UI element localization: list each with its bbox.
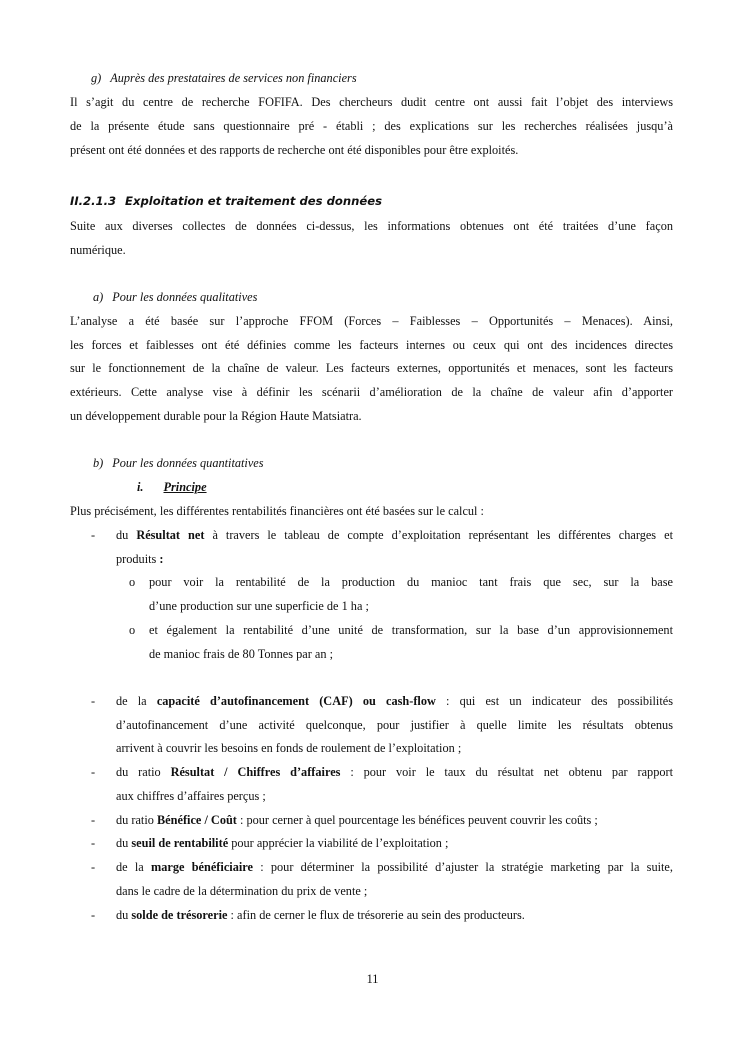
bullet-resultat-net-line-2: produits : (116, 552, 164, 566)
bullet-caf: de la capacité d’autofinancement (CAF) ou cash-flow : qui est un indicateur des possibilités (116, 694, 673, 708)
bullet-dash: - (91, 528, 96, 542)
section-a-heading (93, 289, 257, 305)
bullet-seuil: du seuil de rentabilité pour apprécier la viabilité de l’exploitation ; (116, 836, 449, 850)
page-number: 11 (366, 972, 379, 986)
sub-bullet-2-line-1: et également la rentabilité d’une unité de transformation, sur la base d’un approvisionnement (149, 623, 673, 637)
section-g-line-2: de la présente étude sans questionnaire pré - établi ; des explications sur les recherches réalisées jusqu’à (70, 119, 673, 133)
section-a-line-3: sur le fonctionnement de la chaîne de valeur. Les facteurs externes, opportunités et menaces, sont les facteurs (70, 361, 673, 375)
subsection-marker: i. (137, 480, 144, 494)
section-heading (70, 193, 382, 209)
term-seuil: seuil de rentabilité (131, 836, 229, 850)
bullet-ratio-bc: du ratio Bénéfice / Coût : pour cerner à quel pourcentage les bénéfices peuvent couvrir les coûts ; (116, 813, 598, 827)
term-solde: solde de trésorerie (131, 908, 228, 922)
subsection-title: Principe (163, 480, 207, 494)
bullet-solde: du solde de trésorerie : afin de cerner le flux de trésorerie au sein des producteurs. (116, 908, 525, 922)
bullet-resultat-net: du Résultat net à travers le tableau de compte d’exploitation représentant les différentes charges et (116, 528, 673, 542)
term-ratio-ca: Résultat / Chiffres d’affaires (170, 765, 341, 779)
sub-bullet-circle: o (129, 575, 136, 589)
sub-bullet-1-line-1: pour voir la rentabilité de la production du manioc tant frais que sec, sur la base (149, 575, 673, 589)
bullet-ratio-ca-line-2: aux chiffres d’affaires perçus ; (116, 789, 266, 803)
bullet-dash: - (91, 836, 96, 850)
sub-bullet-circle: o (129, 623, 136, 637)
section-a-line-1: L’analyse a été basée sur l’approche FFOM (Forces – Faiblesses – Opportunités – Menaces). Ainsi, (70, 314, 673, 328)
section-b-heading (93, 455, 264, 471)
bullet-marge-line-2: dans le cadre de la détermination du prix de vente ; (116, 884, 368, 898)
section-g-line-1: Il s’agit du centre de recherche FOFIFA. Des chercheurs dudit centre ont aussi fait l’objet des interviews (70, 95, 673, 109)
term-ratio-bc: Bénéfice / Coût (156, 813, 237, 827)
section-g-title: Auprès des prestataires de services non financiers (110, 71, 357, 85)
section-g-line-3: présent ont été données et des rapports de recherche ont été disponibles pour être exploités. (70, 143, 519, 157)
term-resultat-net: Résultat net (136, 528, 205, 542)
bullet-caf-line-3: arrivent à couvrir les besoins en fonds de roulement de l’exploitation ; (116, 741, 462, 755)
bullet-dash: - (91, 765, 96, 779)
section-heading-number: II.2.1.3 (70, 194, 117, 208)
term-caf: capacité d’autofinancement (CAF) ou cash-flow (156, 694, 436, 708)
sub-bullet-2-line-2: de manioc frais de 80 Tonnes par an ; (149, 647, 333, 661)
heading-line-1: Suite aux diverses collectes de données ci-dessus, les informations obtenues ont été traitées d’une façon (70, 219, 673, 233)
section-a-line-2: les forces et faiblesses ont été définies comme les facteurs internes ou ceux qui ont des incidences directes (70, 338, 673, 352)
section-g-marker: g) (91, 71, 102, 85)
bullet-ratio-ca: du ratio Résultat / Chiffres d’affaires : pour voir le taux du résultat net obtenu par rapport (116, 765, 674, 779)
bullet-dash: - (91, 908, 96, 922)
section-heading-title: Exploitation et traitement des données (125, 194, 382, 208)
heading-line-2: numérique. (70, 243, 126, 257)
section-a-line-4: extérieurs. Cette analyse vise à définir les scénarii d’amélioration de la chaîne de valeur afin d’apporter (70, 385, 673, 399)
sub-bullet-1-line-2: d’une production sur une superficie de 1 ha ; (149, 599, 369, 613)
section-b-intro: Plus précisément, les différentes rentabilités financières ont été basées sur le calcul : (70, 504, 484, 518)
section-a-line-5: un développement durable pour la Région Haute Matsiatra. (70, 409, 362, 423)
bullet-marge: de la marge bénéficiaire : pour déterminer la possibilité d’ajuster la stratégie marketing par la suite, (116, 860, 673, 874)
term-marge: marge bénéficiaire (151, 860, 253, 874)
section-b-marker: b) (93, 456, 104, 470)
bullet-dash: - (91, 813, 96, 827)
section-a-marker: a) (93, 290, 104, 304)
section-a-title: Pour les données qualitatives (112, 290, 258, 304)
section-b-title: Pour les données quantitatives (112, 456, 264, 470)
bullet-dash: - (91, 860, 96, 874)
bullet-caf-line-2: d’autofinancement d’une activité quelconque, pour justifier à quelle limite les résultats obtenus (116, 718, 673, 732)
section-g-heading (91, 70, 357, 86)
bullet-dash: - (91, 694, 96, 708)
subsection-heading (137, 479, 207, 495)
